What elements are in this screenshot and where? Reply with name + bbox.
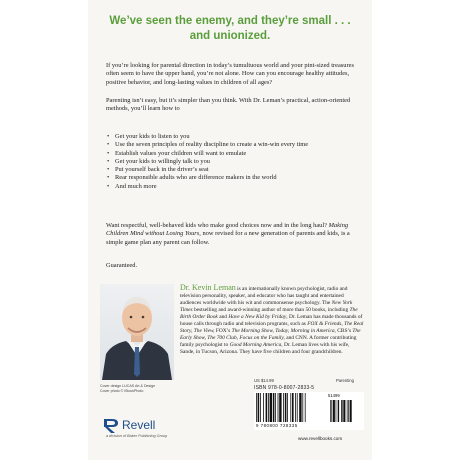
benefit-item: • Rear responsible adults who are difference makers in the world <box>106 174 356 182</box>
barcode-addon: 51499 <box>328 393 340 398</box>
author-portrait-icon <box>100 284 174 380</box>
publisher-name: Revell <box>122 418 156 432</box>
benefit-item: • Get your kids to listen to you <box>106 133 356 141</box>
benefit-item: • Establish values your children will want to emulate <box>106 150 356 158</box>
barcode-bars-icon <box>256 393 364 423</box>
publisher-website: www.revellbooks.com <box>298 436 343 441</box>
cover-design-credit: Cover design LUCAS Art & Design <box>100 384 156 388</box>
isbn-label: ISBN 978-0-8007-2833-5 <box>254 385 315 391</box>
cover-credits <box>100 384 155 394</box>
benefit-item: • And much more <box>106 183 356 191</box>
closing-paragraph <box>106 222 356 247</box>
revell-r-icon <box>102 418 120 434</box>
category-label: Parenting <box>336 378 354 383</box>
cover-photo-credit: Cover photo © iStockPhoto <box>100 389 144 393</box>
barcode <box>254 392 364 430</box>
author-photo <box>100 284 174 380</box>
back-cover <box>88 0 372 460</box>
book-title: Making Children Mind without Losing Yours <box>106 222 349 238</box>
headline <box>88 14 372 44</box>
closing-text-2: , now revised for a new generation of parents and kids, is a simple game plan any parent can follow. <box>106 230 350 246</box>
publisher-tagline: a division of Baker Publishing Group <box>106 434 168 438</box>
guaranteed-text: Guaranteed. <box>106 262 138 269</box>
benefit-item: • Use the seven principles of reality discipline to create a win-win every time <box>106 141 356 149</box>
intro-paragraph: If you’re looking for parental direction in today’s tumultuous world and your pint-sized treasures often seem to have the upper hand, you’re not alone. How can you encourage healthy attitudes, positive behavior, and long-lasting values in children of all ages? <box>106 62 354 86</box>
closing-text-1: Want respectful, well-behaved kids who make good choices now and in the long haul? <box>106 222 327 229</box>
price-label: US $14.99 <box>254 378 274 383</box>
author-bio: Dr. Kevin Leman is an internationally known psychologist, radio and television personality, speaker, and educator who has taught and entertained audiences worldwide with his wit and commonsense psychology. The New York Times bestselling and award-winning author of more than 50 books, including The Birth Order Book and Have a New Kid by Friday, Dr. Leman has made thousands of house calls through radio and television programs, such as FOX & Friends, The Real Story, The View, FOX’s The Morning Show, Today, Morning in America, CBS’s The Early Show, The 700 Club, Focus on the Family, and CNN. A former contributing family psychologist to Good Morning America, Dr. Leman lives with his wife, Sande, in Tucson, Arizona. They have five children and four grandchildren. <box>180 283 364 355</box>
benefit-list <box>106 133 356 191</box>
lead-paragraph: Parenting isn’t easy, but it’s simpler than you think. With Dr. Leman’s practical, action-oriented methods, you’ll learn how to <box>106 97 351 113</box>
barcode-digits: 9 780800 728335 <box>256 423 298 428</box>
headline-line-1: We’ve seen the enemy, and they’re small . . . <box>109 15 351 27</box>
publisher-logo <box>102 418 168 439</box>
headline-line-2: and unionized. <box>189 30 271 42</box>
author-name: Dr. Kevin Leman <box>180 283 236 292</box>
benefit-item: • Put yourself back in the driver’s seat <box>106 166 356 174</box>
benefit-item: • Get your kids to willingly talk to you <box>106 158 356 166</box>
